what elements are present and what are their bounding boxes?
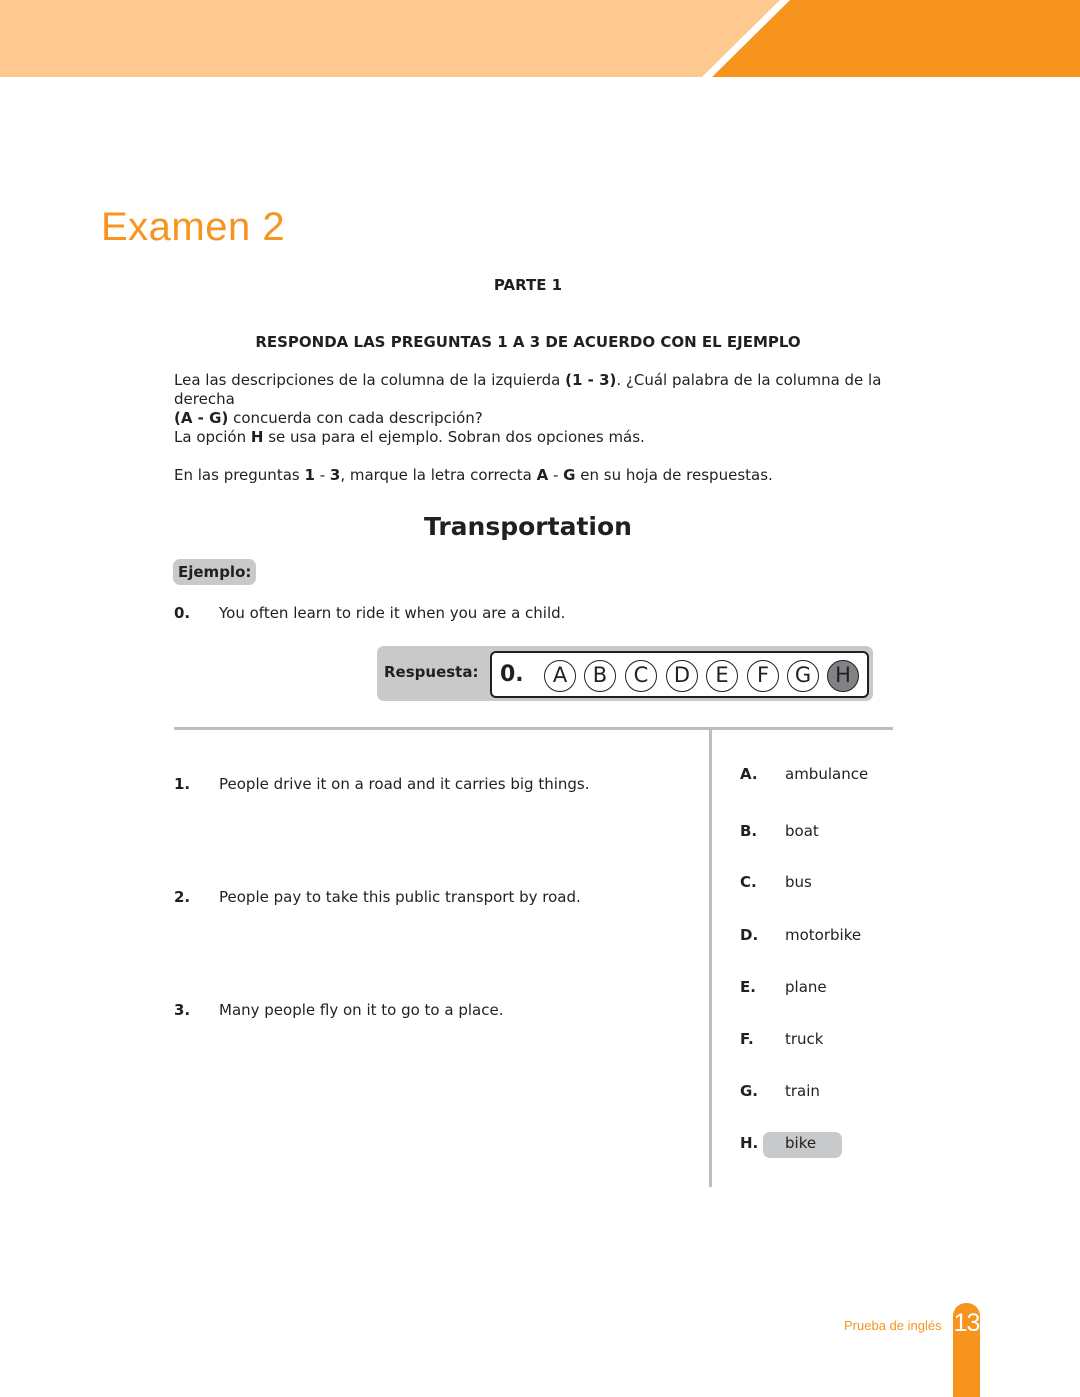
question-text: Many people fly on it to go to a place. — [219, 1001, 504, 1019]
answer-number: 0. — [500, 662, 524, 687]
question-text: People drive it on a road and it carries big things. — [219, 775, 590, 793]
answer-bubble-g[interactable]: G — [787, 660, 819, 692]
answer-label: Respuesta: — [384, 663, 479, 681]
column-divider-vertical — [709, 729, 712, 1187]
answer-bubble-e[interactable]: E — [706, 660, 738, 692]
question-text: People pay to take this public transport by road. — [219, 888, 581, 906]
option-word: truck — [785, 1030, 824, 1048]
instruction-paragraph-2: La opción H se usa para el ejemplo. Sobran dos opciones más. — [174, 428, 645, 446]
option-letter: H. — [740, 1134, 759, 1152]
option-letter: B. — [740, 822, 758, 840]
answer-example-box — [377, 646, 873, 701]
option-word: ambulance — [785, 765, 869, 783]
instruction-paragraph-1: Lea las descripciones de la columna de la izquierda (1 - 3). ¿Cuál palabra de la columna de la derecha (A - G) concuerda con cada descripción? — [174, 371, 882, 427]
option-word: motorbike — [785, 926, 862, 944]
answer-bubble-f[interactable]: F — [747, 660, 779, 692]
exam-title: Examen 2 — [101, 205, 286, 249]
question-number: 1. — [174, 775, 191, 793]
section-divider-horizontal — [174, 727, 893, 730]
answer-bubble-b[interactable]: B — [584, 660, 616, 692]
header-banner — [0, 0, 1080, 77]
page-number-tab — [953, 1303, 980, 1397]
answer-bubble-a[interactable]: A — [544, 660, 576, 692]
footer-label: Prueba de inglés — [844, 1318, 942, 1333]
example-number: 0. — [174, 604, 191, 622]
option-letter: C. — [740, 873, 757, 891]
header-banner-graphic — [0, 0, 1080, 77]
option-word: bus — [785, 873, 812, 891]
question-number: 3. — [174, 1001, 191, 1019]
option-word: train — [785, 1082, 820, 1100]
option-word: plane — [785, 978, 827, 996]
option-word: bike — [785, 1134, 817, 1152]
answer-bubble-d[interactable]: D — [666, 660, 698, 692]
answer-bubble-c[interactable]: C — [625, 660, 657, 692]
question-number: 2. — [174, 888, 191, 906]
option-letter: G. — [740, 1082, 759, 1100]
example-text: You often learn to ride it when you are a child. — [219, 604, 566, 622]
option-letter: E. — [740, 978, 756, 996]
option-letter: D. — [740, 926, 759, 944]
part-heading: PARTE 1 — [493, 276, 563, 294]
page-number: 13 — [953, 1309, 980, 1337]
answer-bubble-row — [490, 651, 869, 698]
option-letter: F. — [740, 1030, 754, 1048]
option-letter: A. — [740, 765, 758, 783]
instruction-paragraph-3: En las preguntas 1 - 3, marque la letra correcta A - G en su hoja de respuestas. — [174, 466, 773, 484]
option-word: boat — [785, 822, 819, 840]
example-badge: Ejemplo: — [173, 559, 256, 585]
topic-heading: Transportation — [424, 512, 632, 541]
instruction-heading: RESPONDA LAS PREGUNTAS 1 A 3 DE ACUERDO CON EL EJEMPLO — [255, 333, 801, 351]
answer-bubble-h-selected[interactable]: H — [827, 660, 859, 692]
